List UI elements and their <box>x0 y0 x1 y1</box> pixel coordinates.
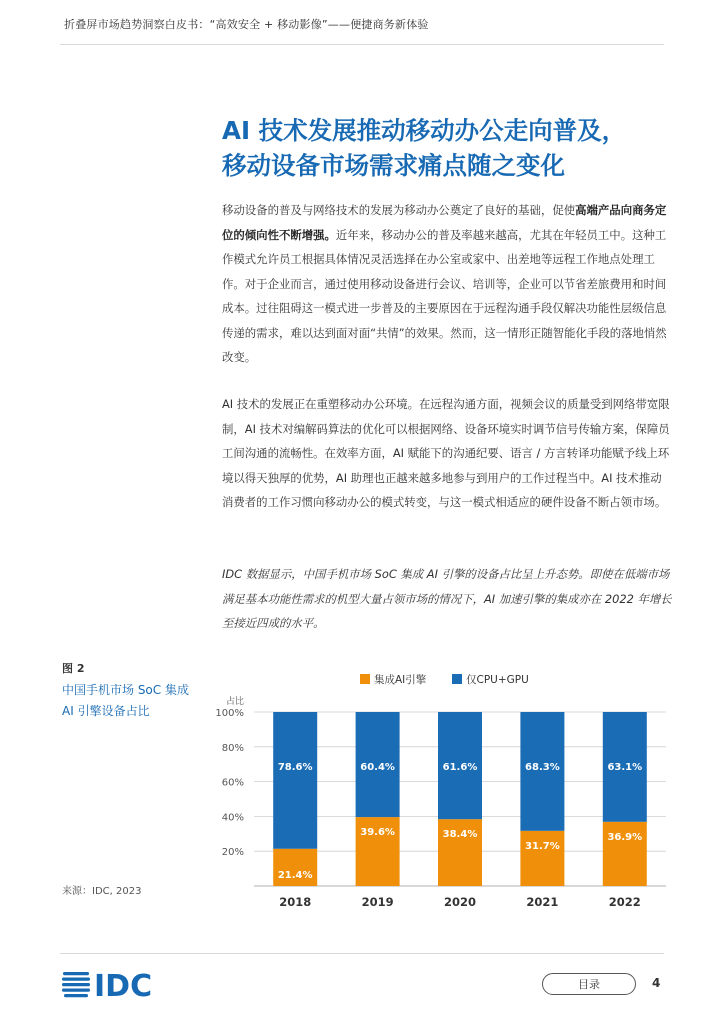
y-tick-label: 80% <box>221 742 244 754</box>
legend-label: 仅CPU+GPU <box>466 674 529 686</box>
legend-swatch <box>452 674 462 684</box>
data-label: 68.3% <box>525 762 560 773</box>
x-tick-label: 2022 <box>608 895 641 909</box>
x-tick-label: 2018 <box>279 895 312 909</box>
bar-segment <box>520 831 564 886</box>
figure-source: 来源：IDC, 2023 <box>62 886 142 897</box>
data-label: 31.7% <box>525 840 560 852</box>
data-label: 36.9% <box>607 831 643 843</box>
y-tick-label: 60% <box>221 777 244 789</box>
figure-caption: 中国手机市场 SoC 集成 AI 引擎设备占比 <box>62 683 189 718</box>
data-label: 78.6% <box>277 762 313 773</box>
stacked-bar-chart <box>214 664 674 914</box>
paragraph-1 <box>222 198 672 370</box>
legend-label: 集成AI引擎 <box>374 674 427 686</box>
logo-wordmark: IDC <box>94 969 153 1001</box>
toc-button[interactable]: 目录 <box>542 973 636 995</box>
y-axis-label: 占比 <box>226 697 245 707</box>
figure-label: 图 2 <box>62 662 85 675</box>
section-title-line-1: AI 技术发展推动移动办公走向普及， <box>222 116 627 145</box>
data-label: 63.1% <box>607 762 643 773</box>
y-tick-label: 20% <box>221 847 244 859</box>
data-label: 61.6% <box>442 762 478 773</box>
paragraph-1-text-a: 移动设备的普及与网络技术的发展为移动办公奠定了良好的基础，促使 <box>222 203 576 217</box>
paragraph-3-highlight: IDC 数据显示，中国手机市场 SoC 集成 AI 引擎的设备占比呈上升态势。即使在低端市场满足基本功能性需求的机型大量占领市场的情况下，AI 加速引擎的集成亦在 2022 年增长至接近四成的水平。 <box>222 567 672 630</box>
section-title-line-2: 移动设备市场需求痛点随之变化 <box>222 151 565 180</box>
footer-divider <box>60 953 664 954</box>
page-number: 4 <box>652 976 661 990</box>
data-label: 21.4% <box>277 870 313 881</box>
paragraph-2: AI 技术的发展正在重塑移动办公环境。在远程沟通方面，视频会议的质量受到网络带宽限制，AI 技术对编解码算法的优化可以根据网络、设备环境实时调节信号传输方案，保障员工间沟通的流畅性。在效率方面，AI 赋能下的沟通纪要、语言 / 方言转译功能赋予线上环境以得天独厚的优势，AI 助理也正越来越多地参与到用户的工作过程当中。AI 技术推动消费者的工作习惯向移动办公的模式转变，与这一模式相适应的硬件设备不断占领市场。 <box>222 397 670 509</box>
data-label: 39.6% <box>360 827 395 839</box>
paragraph-1-emphasis: 高端产品向商务定位的倾向性不断增强。 <box>222 203 667 242</box>
x-tick-label: 2021 <box>526 895 559 909</box>
bar-segment <box>273 712 317 849</box>
data-label: 60.4% <box>360 762 395 773</box>
x-tick-label: 2019 <box>361 895 394 909</box>
legend-swatch <box>360 674 370 684</box>
header-divider <box>60 44 664 45</box>
idc-logo[interactable] <box>60 967 160 1001</box>
y-tick-label: 100% <box>215 708 244 719</box>
page-header: 折叠屏市场趋势洞察白皮书：“高效安全 + 移动影像”——便捷商务新体验 <box>64 18 429 31</box>
section-title <box>222 113 672 183</box>
x-tick-label: 2020 <box>443 895 477 909</box>
data-label: 38.4% <box>442 829 478 841</box>
paragraph-1-text-b: 近年来，移动办公的普及率越来越高，尤其在年轻员工中。这种工作模式允许员工根据具体情况灵活选择在办公室或家中、出差地等远程工作地点处理工作。对于企业而言，通过使用移动设备进行会议、培训等，企业可以节省差旅费用和时间成本。过往阻碍这一模式进一步普及的主要原因在于远程沟通手段仅解决功能性层级信息传递的需求，难以达到面对面“共情”的效果。然而，这一情形正随智能化手段的落地悄然改变。 <box>222 227 667 364</box>
globe-icon <box>62 970 90 998</box>
y-tick-label: 40% <box>221 812 244 824</box>
